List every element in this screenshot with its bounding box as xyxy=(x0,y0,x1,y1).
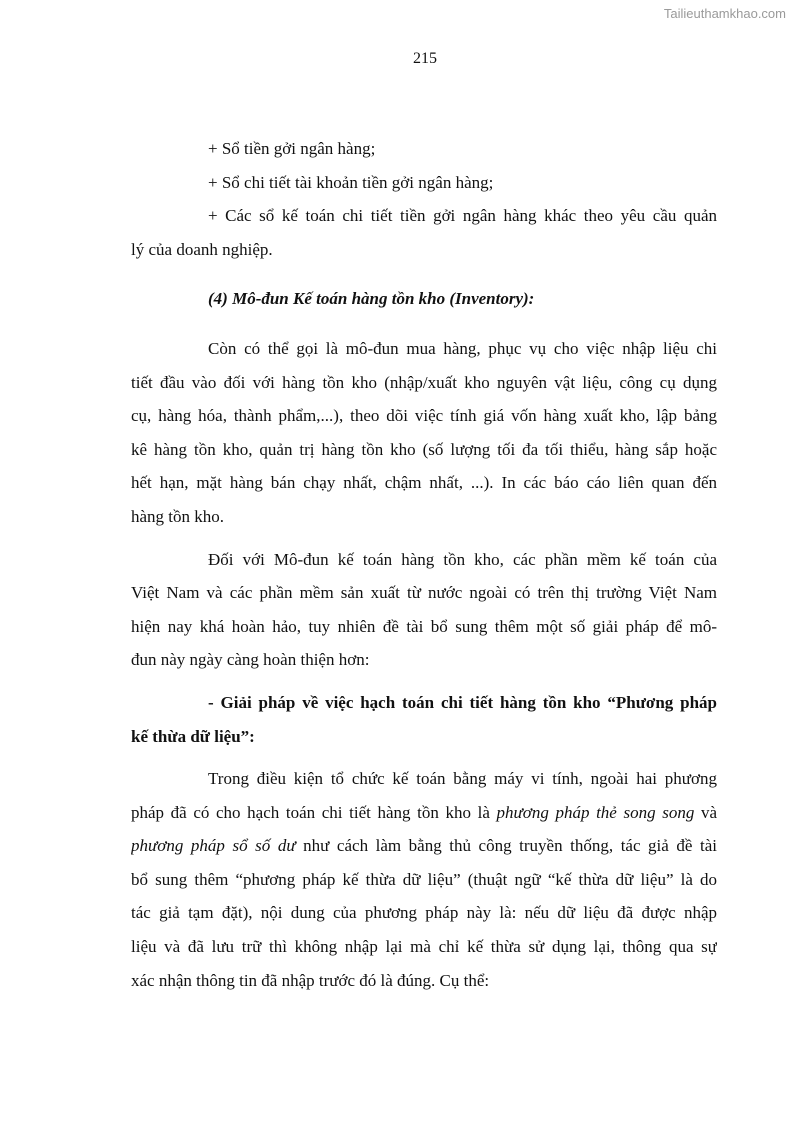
page-number: 215 xyxy=(413,50,437,67)
text-run: và xyxy=(694,802,717,822)
paragraph-line: liệu và đã lưu trữ thì không nhập lại mà chỉ kế thừa sử dụng lại, thông qua sự xyxy=(131,937,717,957)
section-heading: (4) Mô-đun Kế toán hàng tồn kho (Inventory): xyxy=(208,289,535,309)
heading-line: kế thừa dữ liệu”: xyxy=(131,726,255,746)
text-run: như cách làm bằng thủ công truyền thống, tác giả đề tài xyxy=(295,836,717,856)
paragraph-line: Đối với Mô-đun kế toán hàng tồn kho, các phần mềm kế toán của xyxy=(208,549,717,569)
paragraph-2 xyxy=(131,543,717,677)
paragraph-line: tác giả tạm đặt), nội dung của phương pháp này là: nếu dữ liệu đã được nhập xyxy=(131,903,717,923)
paragraph-line: Trong điều kiện tổ chức kế toán bằng máy vi tính, ngoài hai phương xyxy=(208,769,717,789)
paragraph-line xyxy=(131,829,717,863)
paragraph-line: Việt Nam và các phần mềm sản xuất từ nước ngoài có trên thị trường Việt Nam xyxy=(131,583,717,603)
paragraph-line: kê hàng tồn kho, quản trị hàng tồn kho (số lượng tối đa tối thiểu, hàng sắp hoặc xyxy=(131,439,717,459)
list-item-continuation: lý của doanh nghiệp. xyxy=(131,239,273,259)
bullet-list xyxy=(131,132,717,266)
watermark: Tailieuthamkhao.com xyxy=(663,6,786,21)
paragraph-line: hiện nay khá hoàn hảo, tuy nhiên đề tài bổ sung thêm một số giải pháp để mô- xyxy=(131,616,717,636)
document-body xyxy=(131,132,717,997)
list-item: + Các sổ kế toán chi tiết tiền gởi ngân hàng khác theo yêu cầu quản xyxy=(208,206,717,226)
paragraph-line: Còn có thể gọi là mô-đun mua hàng, phục vụ cho việc nhập liệu chi xyxy=(208,338,717,358)
paragraph-line: hết hạn, mặt hàng bán chạy nhất, chậm nhất, ...). In các báo cáo liên quan đến xyxy=(131,473,717,493)
text-run: pháp đã có cho hạch toán chi tiết hàng tồn kho là xyxy=(131,802,497,822)
paragraph-line xyxy=(131,796,717,830)
paragraph-line: đun này ngày càng hoàn thiện hơn: xyxy=(131,650,370,670)
list-item: + Sổ chi tiết tài khoản tiền gởi ngân hàng; xyxy=(208,172,494,192)
paragraph-1 xyxy=(131,332,717,534)
paragraph-line: tiết đầu vào đối với hàng tồn kho (nhập/xuất kho nguyên vật liệu, công cụ dụng xyxy=(131,372,717,392)
paragraph-line: xác nhận thông tin đã nhập trước đó là đúng. Cụ thể: xyxy=(131,970,490,990)
paragraph-line: hàng tồn kho. xyxy=(131,506,225,526)
paragraph-line: bổ sung thêm “phương pháp kế thừa dữ liệu” (thuật ngữ “kế thừa dữ liệu” là do xyxy=(131,869,717,889)
solution-heading xyxy=(131,686,717,753)
heading-line: - Giải pháp về việc hạch toán chi tiết hàng tồn kho “Phương pháp xyxy=(208,692,717,712)
italic-term: phương pháp thẻ song song xyxy=(496,802,695,822)
list-item: + Sổ tiền gởi ngân hàng; xyxy=(208,139,376,158)
italic-term: phương pháp sổ số dư xyxy=(131,836,296,856)
paragraph-3 xyxy=(131,762,717,997)
paragraph-line: cụ, hàng hóa, thành phẩm,...), theo dõi việc tính giá vốn hàng xuất kho, lập bảng xyxy=(131,406,717,426)
